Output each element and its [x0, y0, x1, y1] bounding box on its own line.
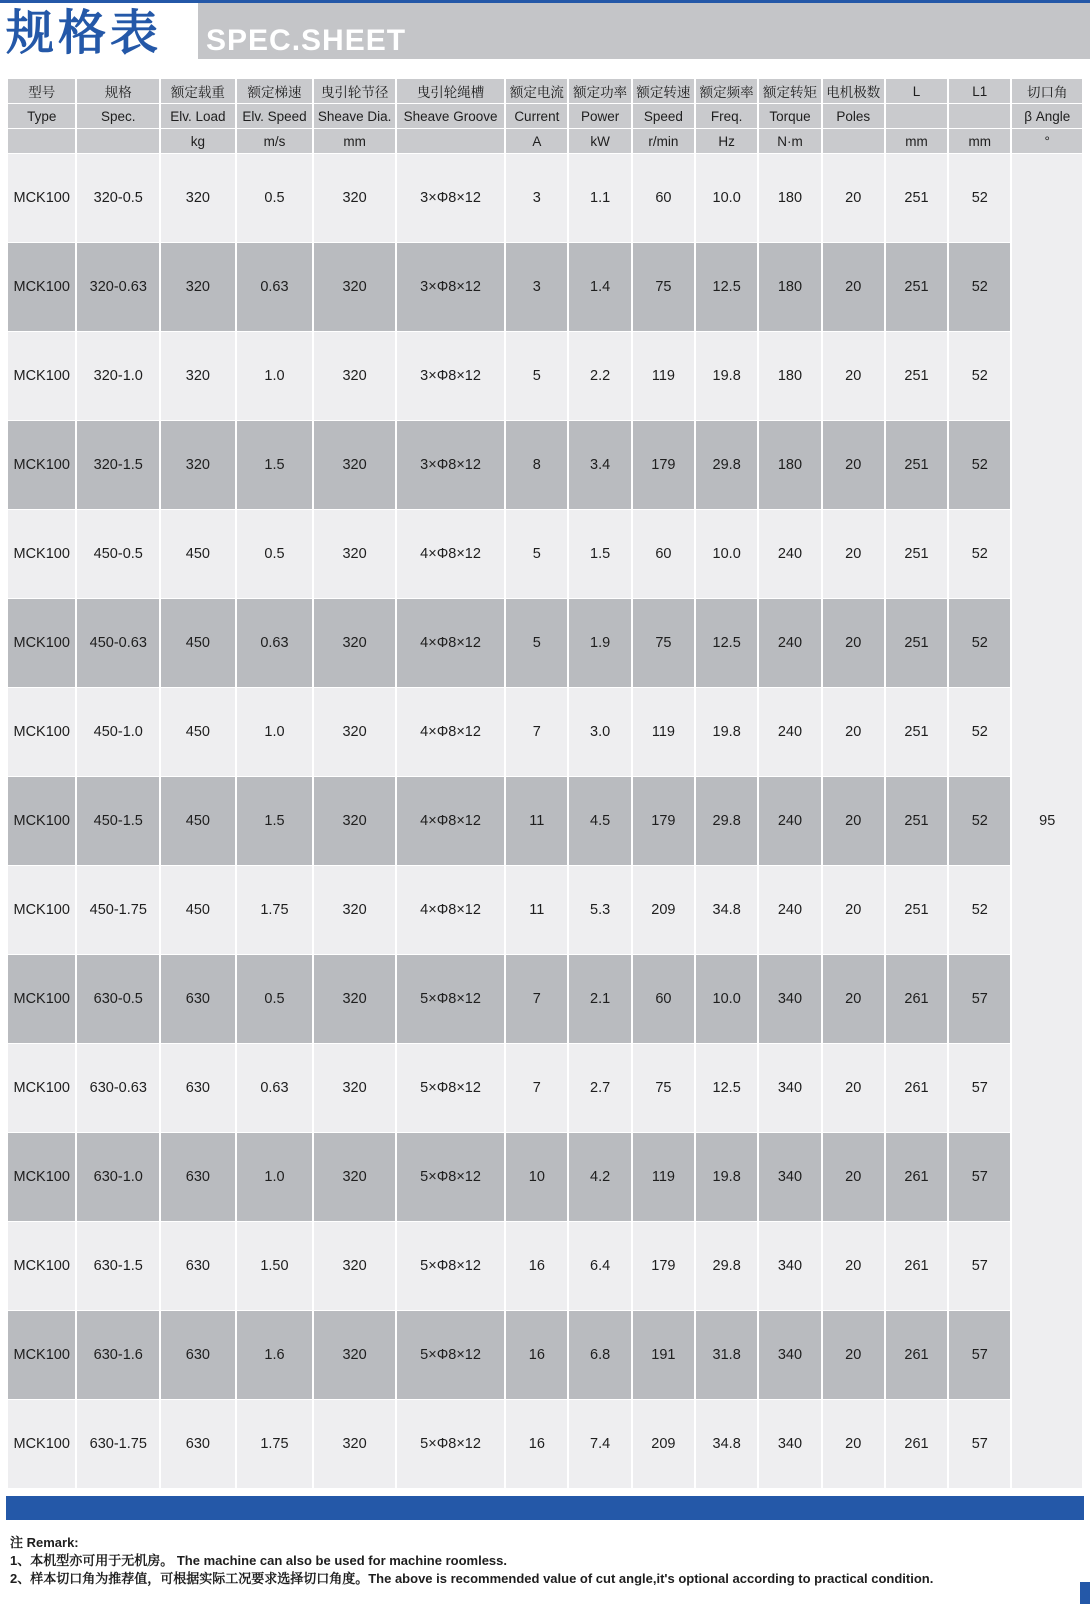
- table-cell: 261: [886, 1133, 947, 1221]
- table-cell: 52: [949, 599, 1010, 687]
- table-cell: 320: [161, 421, 235, 509]
- table-cell: 0.5: [237, 154, 313, 242]
- table-cell: MCK100: [8, 1044, 75, 1132]
- table-row: [8, 1311, 1082, 1399]
- header-cn-cell: 电机极数: [823, 79, 884, 103]
- table-row: [8, 421, 1082, 509]
- table-cell: 1.5: [237, 777, 313, 865]
- table-cell: 52: [949, 688, 1010, 776]
- table-cell: MCK100: [8, 1133, 75, 1221]
- table-cell: 3×Φ8×12: [397, 332, 504, 420]
- table-cell: 57: [949, 955, 1010, 1043]
- remarks-title: 注 Remark:: [10, 1535, 79, 1550]
- table-cell: MCK100: [8, 955, 75, 1043]
- table-cell: 19.8: [696, 1133, 757, 1221]
- table-cell: 261: [886, 1222, 947, 1310]
- table-cell: 251: [886, 510, 947, 598]
- header-unit-cell: kg: [161, 129, 235, 153]
- table-cell: MCK100: [8, 866, 75, 954]
- table-cell: 3.4: [569, 421, 630, 509]
- table-cell: 19.8: [696, 332, 757, 420]
- table-cell: 450-0.63: [77, 599, 159, 687]
- table-cell: 10.0: [696, 154, 757, 242]
- table-cell: 52: [949, 866, 1010, 954]
- table-cell: 3×Φ8×12: [397, 154, 504, 242]
- table-cell: 251: [886, 777, 947, 865]
- table-cell: 5: [506, 510, 567, 598]
- table-cell: 450: [161, 866, 235, 954]
- table-cell: 16: [506, 1400, 567, 1488]
- table-cell: 240: [759, 510, 820, 598]
- table-cell: 320: [314, 866, 395, 954]
- table-cell: 57: [949, 1400, 1010, 1488]
- table-cell: 60: [633, 955, 694, 1043]
- table-row: [8, 599, 1082, 687]
- table-cell: 20: [823, 688, 884, 776]
- remarks-section: [10, 1534, 933, 1588]
- table-cell: 5: [506, 332, 567, 420]
- table-cell: 240: [759, 866, 820, 954]
- header-en-cell: [886, 104, 947, 128]
- table-cell: 5×Φ8×12: [397, 1400, 504, 1488]
- header-cn-cell: 额定转矩: [759, 79, 820, 103]
- table-cell: 320: [314, 510, 395, 598]
- table-cell: 3×Φ8×12: [397, 421, 504, 509]
- page-title-chinese: 规格表: [6, 5, 163, 61]
- table-cell: MCK100: [8, 154, 75, 242]
- table-cell: 10.0: [696, 510, 757, 598]
- table-cell: 320: [314, 1133, 395, 1221]
- table-cell: 1.0: [237, 332, 313, 420]
- table-cell: 251: [886, 332, 947, 420]
- table-cell: 119: [633, 688, 694, 776]
- table-cell: 5: [506, 599, 567, 687]
- table-cell: 5.3: [569, 866, 630, 954]
- table-cell: 630-1.5: [77, 1222, 159, 1310]
- header-unit-cell: mm: [886, 129, 947, 153]
- header-en-cell: Torque: [759, 104, 820, 128]
- header-cn-cell: 曳引轮节径: [314, 79, 395, 103]
- table-cell: 630-0.5: [77, 955, 159, 1043]
- table-cell: 2.7: [569, 1044, 630, 1132]
- table-cell: 1.50: [237, 1222, 313, 1310]
- table-cell: 20: [823, 332, 884, 420]
- header-en-cell: Speed: [633, 104, 694, 128]
- table-cell: 180: [759, 154, 820, 242]
- table-cell: MCK100: [8, 1222, 75, 1310]
- table-cell: 320: [314, 1311, 395, 1399]
- table-cell: 52: [949, 154, 1010, 242]
- table-cell: 320: [314, 1400, 395, 1488]
- header-unit-cell: mm: [314, 129, 395, 153]
- table-row: [8, 777, 1082, 865]
- table-cell: 261: [886, 955, 947, 1043]
- table-cell: 320: [314, 1044, 395, 1132]
- table-cell: 450-1.75: [77, 866, 159, 954]
- table-cell: 52: [949, 243, 1010, 331]
- table-row: [8, 1400, 1082, 1488]
- table-cell: 320: [314, 599, 395, 687]
- table-row: [8, 154, 1082, 242]
- table-cell: 29.8: [696, 777, 757, 865]
- header-cn-cell: 额定电流: [506, 79, 567, 103]
- table-cell: 1.4: [569, 243, 630, 331]
- table-cell: 8: [506, 421, 567, 509]
- table-cell: 10.0: [696, 955, 757, 1043]
- page-title-english: SPEC.SHEET: [206, 24, 407, 57]
- remark-item-1: 1、本机型亦可用于无机房。 The machine can also be used for machine roomless.: [10, 1553, 508, 1568]
- header-cn-cell: 切口角: [1012, 79, 1082, 103]
- table-cell: 119: [633, 1133, 694, 1221]
- table-cell: 630: [161, 1400, 235, 1488]
- table-cell: 4.5: [569, 777, 630, 865]
- table-cell: 179: [633, 1222, 694, 1310]
- cut-angle-cell: 95: [1012, 154, 1082, 1488]
- header-unit-cell: kW: [569, 129, 630, 153]
- table-cell: 7: [506, 1044, 567, 1132]
- table-cell: 10: [506, 1133, 567, 1221]
- table-cell: 450: [161, 510, 235, 598]
- table-cell: 630: [161, 1044, 235, 1132]
- table-cell: 57: [949, 1311, 1010, 1399]
- table-cell: 75: [633, 599, 694, 687]
- table-cell: 251: [886, 421, 947, 509]
- table-cell: 630: [161, 1311, 235, 1399]
- table-cell: 179: [633, 777, 694, 865]
- table-cell: 52: [949, 777, 1010, 865]
- table-cell: 20: [823, 1133, 884, 1221]
- table-cell: 4×Φ8×12: [397, 866, 504, 954]
- header-cn-cell: L: [886, 79, 947, 103]
- spec-table-body: [8, 79, 1082, 1488]
- spec-table: [6, 78, 1084, 1489]
- table-cell: 320: [161, 243, 235, 331]
- table-cell: 320-1.5: [77, 421, 159, 509]
- table-cell: 240: [759, 777, 820, 865]
- table-cell: 251: [886, 866, 947, 954]
- table-cell: 34.8: [696, 866, 757, 954]
- table-cell: 4.2: [569, 1133, 630, 1221]
- table-cell: 7: [506, 955, 567, 1043]
- table-cell: 1.75: [237, 866, 313, 954]
- table-cell: 179: [633, 421, 694, 509]
- table-cell: 52: [949, 332, 1010, 420]
- table-cell: 1.0: [237, 1133, 313, 1221]
- table-cell: 320: [314, 243, 395, 331]
- table-cell: 630: [161, 955, 235, 1043]
- table-cell: 320-0.5: [77, 154, 159, 242]
- table-cell: 320: [314, 154, 395, 242]
- table-cell: 320: [161, 154, 235, 242]
- table-cell: 3.0: [569, 688, 630, 776]
- header-cn-cell: 曳引轮绳槽: [397, 79, 504, 103]
- table-row: [8, 332, 1082, 420]
- table-cell: 261: [886, 1400, 947, 1488]
- header-unit-cell: [397, 129, 504, 153]
- header-cn-cell: 额定频率: [696, 79, 757, 103]
- table-row: [8, 866, 1082, 954]
- table-cell: 320: [314, 1222, 395, 1310]
- table-cell: 5×Φ8×12: [397, 955, 504, 1043]
- table-cell: 3: [506, 243, 567, 331]
- header-unit-cell: °: [1012, 129, 1082, 153]
- table-cell: 0.63: [237, 1044, 313, 1132]
- table-cell: 1.5: [569, 510, 630, 598]
- table-cell: 52: [949, 510, 1010, 598]
- table-cell: 630-1.0: [77, 1133, 159, 1221]
- table-cell: 57: [949, 1222, 1010, 1310]
- table-cell: 20: [823, 599, 884, 687]
- header-en-cell: Sheave Dia.: [314, 104, 395, 128]
- table-cell: 320: [314, 688, 395, 776]
- table-cell: 4×Φ8×12: [397, 599, 504, 687]
- header-en-cell: Elv. Speed: [237, 104, 313, 128]
- table-row: [8, 1044, 1082, 1132]
- header-unit-cell: Hz: [696, 129, 757, 153]
- table-cell: 340: [759, 955, 820, 1043]
- table-cell: 450: [161, 599, 235, 687]
- table-cell: 5×Φ8×12: [397, 1222, 504, 1310]
- table-cell: 0.5: [237, 955, 313, 1043]
- table-cell: MCK100: [8, 1400, 75, 1488]
- table-cell: 4×Φ8×12: [397, 510, 504, 598]
- header-row-en: [8, 104, 1082, 128]
- table-cell: 191: [633, 1311, 694, 1399]
- table-cell: 340: [759, 1133, 820, 1221]
- header-en-cell: Spec.: [77, 104, 159, 128]
- table-row: [8, 955, 1082, 1043]
- header-en-cell: β Angle: [1012, 104, 1082, 128]
- table-cell: 180: [759, 421, 820, 509]
- header-cn-cell: 额定功率: [569, 79, 630, 103]
- header-en-cell: Current: [506, 104, 567, 128]
- table-cell: 20: [823, 243, 884, 331]
- table-cell: 60: [633, 510, 694, 598]
- table-cell: 450-1.0: [77, 688, 159, 776]
- table-cell: 20: [823, 1044, 884, 1132]
- header-unit-cell: mm: [949, 129, 1010, 153]
- table-cell: 4×Φ8×12: [397, 777, 504, 865]
- table-cell: MCK100: [8, 777, 75, 865]
- table-row: [8, 510, 1082, 598]
- table-row: [8, 1133, 1082, 1221]
- table-cell: 240: [759, 688, 820, 776]
- table-cell: 340: [759, 1311, 820, 1399]
- table-footer-bar: [6, 1496, 1084, 1520]
- table-cell: 340: [759, 1044, 820, 1132]
- table-cell: 450-0.5: [77, 510, 159, 598]
- table-cell: 20: [823, 421, 884, 509]
- header-row-cn: [8, 79, 1082, 103]
- table-cell: 3: [506, 154, 567, 242]
- table-cell: 209: [633, 1400, 694, 1488]
- header-en-cell: Sheave Groove: [397, 104, 504, 128]
- table-cell: 20: [823, 1311, 884, 1399]
- table-cell: 31.8: [696, 1311, 757, 1399]
- table-cell: 11: [506, 777, 567, 865]
- table-cell: 16: [506, 1222, 567, 1310]
- table-cell: MCK100: [8, 510, 75, 598]
- title-box: [0, 3, 198, 61]
- table-cell: 5×Φ8×12: [397, 1311, 504, 1399]
- table-cell: 320: [314, 777, 395, 865]
- header-en-cell: [949, 104, 1010, 128]
- table-cell: 5×Φ8×12: [397, 1044, 504, 1132]
- header-unit-cell: m/s: [237, 129, 313, 153]
- table-row: [8, 688, 1082, 776]
- table-cell: 5×Φ8×12: [397, 1133, 504, 1221]
- table-cell: 75: [633, 243, 694, 331]
- table-cell: 320-1.0: [77, 332, 159, 420]
- table-cell: 75: [633, 1044, 694, 1132]
- table-cell: 1.6: [237, 1311, 313, 1399]
- table-cell: 320-0.63: [77, 243, 159, 331]
- header-cn-cell: 额定载重: [161, 79, 235, 103]
- header-en-cell: Freq.: [696, 104, 757, 128]
- table-cell: 320: [314, 421, 395, 509]
- table-cell: 6.4: [569, 1222, 630, 1310]
- table-cell: 340: [759, 1222, 820, 1310]
- table-cell: 180: [759, 243, 820, 331]
- table-cell: 0.63: [237, 599, 313, 687]
- table-cell: MCK100: [8, 332, 75, 420]
- table-cell: 251: [886, 688, 947, 776]
- table-row: [8, 243, 1082, 331]
- table-cell: 20: [823, 1400, 884, 1488]
- table-cell: 119: [633, 332, 694, 420]
- table-cell: MCK100: [8, 599, 75, 687]
- table-cell: MCK100: [8, 688, 75, 776]
- table-cell: 2.1: [569, 955, 630, 1043]
- table-cell: 34.8: [696, 1400, 757, 1488]
- header-unit-cell: r/min: [633, 129, 694, 153]
- corner-accent: [1080, 1582, 1090, 1604]
- table-cell: 52: [949, 421, 1010, 509]
- table-cell: 6.8: [569, 1311, 630, 1399]
- table-cell: 1.9: [569, 599, 630, 687]
- table-cell: 16: [506, 1311, 567, 1399]
- table-cell: MCK100: [8, 243, 75, 331]
- table-cell: 20: [823, 777, 884, 865]
- header-unit-cell: [823, 129, 884, 153]
- table-cell: 0.63: [237, 243, 313, 331]
- table-cell: 11: [506, 866, 567, 954]
- table-cell: 1.1: [569, 154, 630, 242]
- table-cell: 0.5: [237, 510, 313, 598]
- table-cell: 20: [823, 955, 884, 1043]
- table-cell: 261: [886, 1311, 947, 1399]
- header-cn-cell: 额定转速: [633, 79, 694, 103]
- table-cell: 12.5: [696, 1044, 757, 1132]
- table-cell: 450-1.5: [77, 777, 159, 865]
- table-cell: 630: [161, 1222, 235, 1310]
- table-cell: 340: [759, 1400, 820, 1488]
- header-en-cell: Type: [8, 104, 75, 128]
- table-cell: 240: [759, 599, 820, 687]
- table-cell: 1.75: [237, 1400, 313, 1488]
- table-cell: 320: [314, 332, 395, 420]
- table-cell: 57: [949, 1133, 1010, 1221]
- table-cell: 12.5: [696, 599, 757, 687]
- table-cell: 320: [314, 955, 395, 1043]
- table-cell: 29.8: [696, 421, 757, 509]
- table-cell: 1.5: [237, 421, 313, 509]
- table-cell: 4×Φ8×12: [397, 688, 504, 776]
- table-cell: 251: [886, 154, 947, 242]
- header-unit-cell: [8, 129, 75, 153]
- header-unit-cell: [77, 129, 159, 153]
- table-cell: 12.5: [696, 243, 757, 331]
- table-cell: 2.2: [569, 332, 630, 420]
- table-cell: 20: [823, 510, 884, 598]
- table-cell: 20: [823, 154, 884, 242]
- table-cell: 7.4: [569, 1400, 630, 1488]
- table-cell: 1.0: [237, 688, 313, 776]
- table-cell: MCK100: [8, 1311, 75, 1399]
- header-row-unit: [8, 129, 1082, 153]
- table-cell: 209: [633, 866, 694, 954]
- header-cn-cell: 规格: [77, 79, 159, 103]
- table-cell: 630: [161, 1133, 235, 1221]
- header-unit-cell: N·m: [759, 129, 820, 153]
- header-en-cell: Elv. Load: [161, 104, 235, 128]
- table-cell: 630-1.6: [77, 1311, 159, 1399]
- table-cell: 251: [886, 243, 947, 331]
- table-cell: 20: [823, 1222, 884, 1310]
- table-cell: 450: [161, 777, 235, 865]
- remark-item-2: 2、样本切口角为推荐值，可根据实际工况要求选择切口角度。The above is recommended value of cut angle,it's optional according to practical condition.: [10, 1571, 934, 1586]
- table-cell: 20: [823, 866, 884, 954]
- table-cell: 60: [633, 154, 694, 242]
- table-cell: 19.8: [696, 688, 757, 776]
- header-cn-cell: 额定梯速: [237, 79, 313, 103]
- header-cn-cell: 型号: [8, 79, 75, 103]
- table-cell: 320: [161, 332, 235, 420]
- table-cell: 630-0.63: [77, 1044, 159, 1132]
- table-cell: MCK100: [8, 421, 75, 509]
- table-cell: 3×Φ8×12: [397, 243, 504, 331]
- table-cell: 29.8: [696, 1222, 757, 1310]
- table-row: [8, 1222, 1082, 1310]
- header-unit-cell: A: [506, 129, 567, 153]
- table-cell: 630-1.75: [77, 1400, 159, 1488]
- table-cell: 57: [949, 1044, 1010, 1132]
- table-cell: 251: [886, 599, 947, 687]
- header-en-cell: Poles: [823, 104, 884, 128]
- table-cell: 180: [759, 332, 820, 420]
- table-cell: 7: [506, 688, 567, 776]
- title-bar: [198, 3, 1090, 59]
- table-cell: 450: [161, 688, 235, 776]
- header-cn-cell: L1: [949, 79, 1010, 103]
- header-en-cell: Power: [569, 104, 630, 128]
- table-cell: 261: [886, 1044, 947, 1132]
